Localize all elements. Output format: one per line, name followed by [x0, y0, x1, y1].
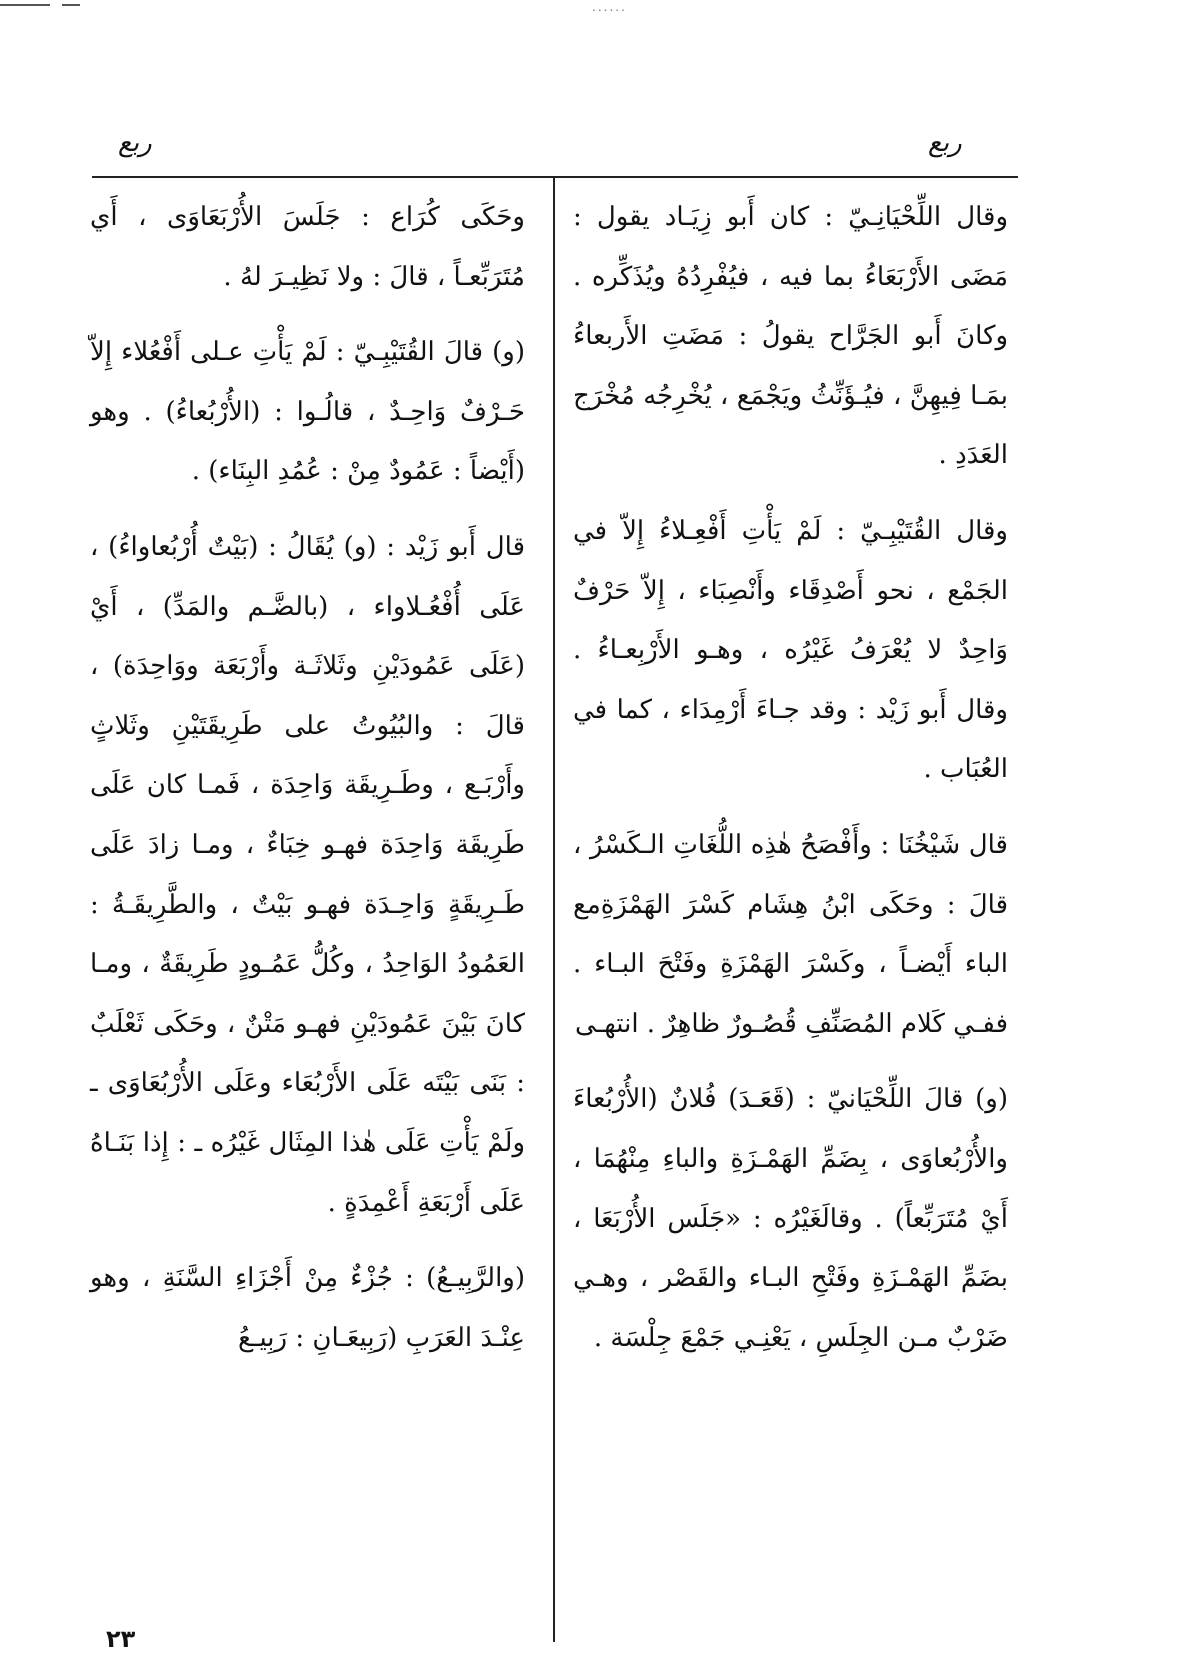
scan-mark — [0, 4, 50, 6]
paragraph: وقال القُتَيْبِـيّ : لَمْ يَأْتِ أَفْعِـلاءُ إِلاّ في الجَمْع ، نحو أَصْدِقَاء وأَنْصِبَاء ، إِلاّ حَرْفٌ وَاحِدٌ لا يُعْرَفُ غَيْرُه ، وهـو الأَرْبِعـاءُ . وقال أَبو زَيْد : وقد جـاءَ أَرْمِدَاء ، كما في العُبَاب . — [573, 515, 1008, 785]
paragraph: وقال اللِّحْيَانِـيّ : كان أَبو زِيَـاد يقول : مَضَى الأَرْبَعَاءُ بما فيه ، فيُفْرِدُهُ ويُذَكِّره . وكانَ أَبو الجَرَّاح يقولُ : مَضَتِ الأَربعاءُ بمَـا فِيهِنَّ ، فيُـؤَنِّثُ ويَجْمَع ، يُخْرِجُه مُخْرَج العَدَدِ . — [573, 202, 1008, 471]
paragraph: قال شَيْخُنَا : وأَفْصَحُ هٰذِه اللُّغَاتِ الـكَسْرُ ، قالَ : وحَكَى ابْنُ هِشَام كَسْرَ الهَمْزَةِمع الباء أَيْضـاً ، وكَسْرَ الهَمْزَةِ وفَتْحَ البـاء . ففـي كَلام المُصَنِّفِ قُصُـورٌ ظاهِرٌ . انتهـى — [573, 829, 1008, 1039]
running-header-left: ربع — [118, 128, 152, 158]
right-column — [573, 188, 1008, 1384]
paragraph: (و) قالَ القُتَيْبِـيّ : لَمْ يَأْتِ عـلى أَفْعُلاء إِلاّ حَـرْفٌ وَاحِـدٌ ، قالُـوا : (الأُرْبُعاءُ) . وهو (أَيْضاً : عَمُودٌ مِنْ : عُمُدِ البِنَاء) . — [90, 337, 525, 487]
top-dots: ...... — [592, 0, 627, 14]
header-rule — [92, 176, 1018, 178]
paragraph: وحَكَى كُرَاع : جَلَسَ الأُرْبَعَاوَى ، أَي مُتَرَبِّعـاً ، قالَ : ولا نَظِيـرَ لهُ . — [90, 202, 525, 292]
paragraph: (و) قالَ اللِّحْيَانيّ : (قَعَـدَ) فُلانٌ (الأُرْبُعاءَ والأُرْبُعاوَى ، بِضَمِّ الهَمْـزَةِ والباءِ مِنْهُمَا ، أَيْ مُتَرَبِّعاً) . وقالَغَيْرُه : «جَلَس الأُرْبَعَا ، بضَمِّ الهَمْـزَةِ وفَتْحِ البـاء والقَصْر ، وهـي ضَرْبٌ مـن الجِلَسِ ، يَعْنِـي جَمْعَ جِلْسَة . — [573, 1084, 1008, 1353]
left-column — [90, 188, 525, 1384]
column-divider — [553, 178, 555, 1642]
scan-mark — [62, 4, 80, 6]
page-number: ٢٣ — [106, 1625, 136, 1653]
paragraph: (والرَّبِيـعُ) : جُزْءٌ مِنْ أَجْزَاءِ السَّنَةِ ، وهو عِنْـدَ العَرَبِ (رَبِيعَـانِ : رَبِيـعُ — [90, 1263, 525, 1353]
running-header-right: ربع — [928, 128, 962, 158]
paragraph: قال أَبو زَيْد : (و) يُقَالُ : (بَيْتٌ أُرْبُعاواءُ) ، عَلَى أُفْعُـلاواء ، (بالضَّـم والمَدِّ) ، أَيْ (عَلَى عَمُودَيْنِ وثَلاثَـة وأَرْبَعَة ووَاحِدَة) ، قالَ : والبُيُوتُ على طَرِيقَتَيْنِ وثَلاثٍ وأَرْبَـع ، وطَـرِيقَة وَاحِدَة ، فَمـا كان عَلَى طَرِيقَة وَاحِدَة فهـو خِبَاءٌ ، ومـا زادَ عَلَى طَـرِيقَةٍ وَاحِـدَة فهـو بَيْتٌ ، والطَّرِيقَـةُ : العَمُودُ الوَاحِدُ ، وكُلُّ عَمُـودٍ طَرِيقَةٌ ، ومـا كانَ بَيْنَ عَمُودَيْنِ فهـو مَتْنٌ ، وحَكَى ثَعْلَبٌ : بَنَى بَيْتَه عَلَى الأَرْبُعَاء وعَلَى الأُرْبُعَاوَى ـ ولَمْ يَأْتِ عَلَى هٰذا المِثَال غَيْرُه ـ : إِذا بَنَـاهُ عَلَى أَرْبَعَةِ أَعْمِدَةٍ . — [90, 531, 525, 1218]
corner-scan-marks — [0, 4, 90, 8]
